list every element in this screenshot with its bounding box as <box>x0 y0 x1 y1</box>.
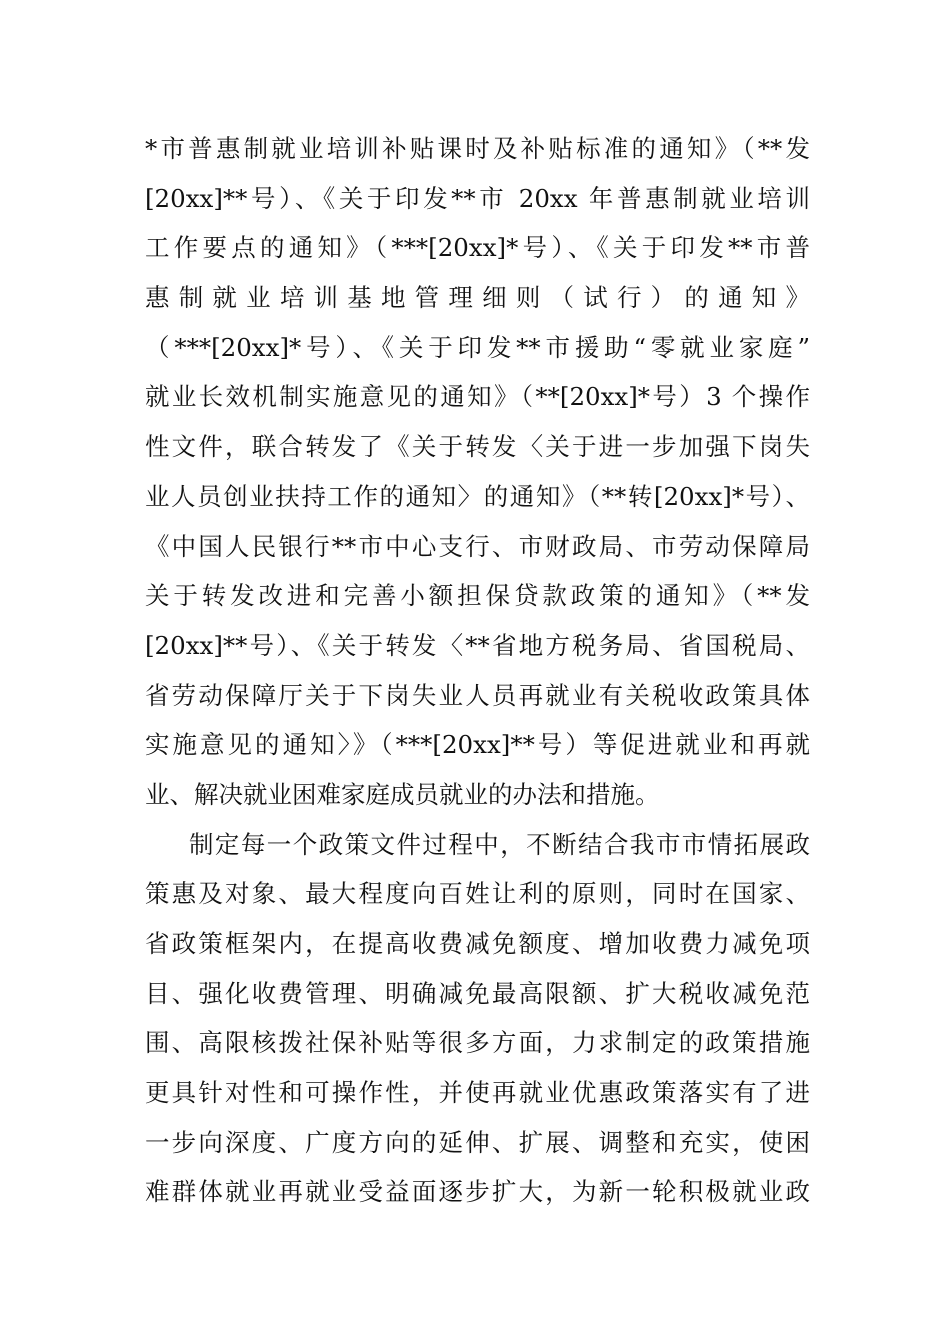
paragraph-1 <box>145 124 810 820</box>
text-line: 制定每一个政策文件过程中，不断结合我市市情拓展政 <box>189 829 810 859</box>
text-line: 更具针对性和可操作性，并使再就业优惠政策落实有了进 <box>145 1078 810 1108</box>
document-body <box>145 124 810 1217</box>
text-line: 一步向深度、广度方向的延伸、扩展、调整和充实，使困 <box>145 1127 810 1157</box>
text-line: 实施意见的通知〉》（***[20xx]**号）等促进就业和再就 <box>145 730 810 760</box>
text-line: 省政策框架内，在提高收费减免额度、增加收费力减免项 <box>145 929 810 958</box>
text-line: 性文件，联合转发了《关于转发〈关于进一步加强下岗失 <box>145 432 810 462</box>
text-line: 《中国人民银行**市中心支行、市财政局、市劳动保障局 <box>145 531 810 561</box>
text-line: 围、高限核拨社保补贴等很多方面，力求制定的政策措施 <box>145 1028 810 1058</box>
text-line: 就业长效机制实施意见的通知》（**[20xx]*号）3 个操作 <box>145 382 810 412</box>
text-line: 目、强化收费管理、明确减免最高限额、扩大税收减免范 <box>145 978 810 1008</box>
text-line: （***[20xx]*号）、《关于印发**市援助“零就业家庭” <box>145 332 810 362</box>
text-line: [20xx]**号）、《关于转发〈**省地方税务局、省国税局、 <box>145 630 810 660</box>
text-line: 业、解决就业困难家庭成员就业的办法和措施。 <box>145 779 660 809</box>
text-line: 工作要点的通知》（***[20xx]*号）、《关于印发**市普 <box>145 233 810 263</box>
paragraph-2 <box>145 820 810 1218</box>
text-line: 省劳动保障厅关于下岗失业人员再就业有关税收政策具体 <box>145 680 810 710</box>
text-line: 策惠及对象、最大程度向百姓让利的原则，同时在国家、 <box>145 879 810 909</box>
text-line: 难群体就业再就业受益面逐步扩大，为新一轮积极就业政 <box>145 1177 810 1207</box>
text-line: 业人员创业扶持工作的通知〉的通知》（**转[20xx]*号）、 <box>145 481 810 511</box>
text-line: 关于转发改进和完善小额担保贷款政策的通知》（**发 <box>145 581 810 611</box>
text-line: *市普惠制就业培训补贴课时及补贴标准的通知》（**发 <box>145 134 810 163</box>
text-line: 惠 制 就 业 培 训 基 地 管 理 细 则 （ 试 行 ） 的 通 知 》 <box>145 283 810 313</box>
text-line: [20xx]**号）、《关于印发**市 20xx 年普惠制就业培训 <box>145 183 810 213</box>
